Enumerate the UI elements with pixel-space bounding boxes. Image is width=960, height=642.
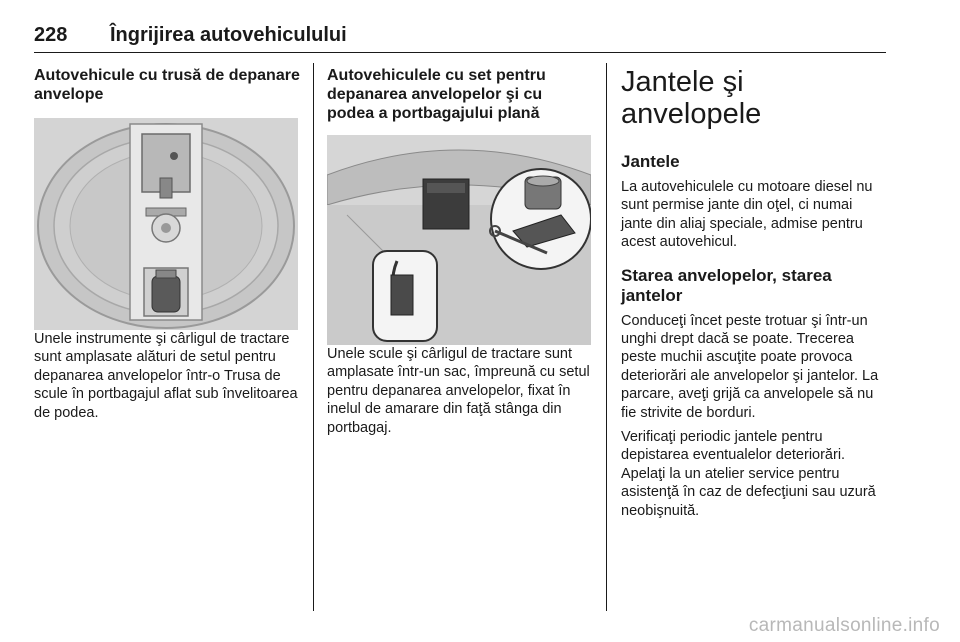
subheading-rims: Jantele — [621, 152, 680, 171]
column-divider-1 — [313, 63, 314, 611]
figure-spare-wheel-well — [34, 118, 298, 330]
column-2 — [327, 66, 593, 437]
paragraph-driving-care: Conduceţi încet peste trotuar şi într-un unghi drept dacă se poate. Trecerea peste muchii ascuţite poate provoca deteriorări ale anvelopelor şi jantelor. La parcare, aveţi grijă ca anvelopele să nu fie strivite de borduri. — [621, 312, 879, 421]
column-3 — [621, 66, 887, 520]
page-number: 228 — [34, 24, 68, 46]
paragraph-rims: La autovehiculele cu motoare diesel nu sunt permise jante din oţel, ci numai jante din aliaj speciale, admise pentru acest autovehicul. — [621, 179, 873, 251]
caption-trunk-bag: Unele scule şi cârligul de tractare sunt amplasate într-un sac, împreună cu setul pentru depanarea anvelopelor, fixat în inelul de amarare din faţă stânga din portbagaj. — [327, 346, 590, 436]
watermark: carmanualsonline.info — [748, 615, 940, 636]
subheading-tyre-condition: Starea anvelopelor, starea jantelor — [621, 265, 832, 305]
heading-toolkit-vehicles: Autovehicule cu trusă de depanare anvelope — [34, 67, 300, 103]
figure-trunk-bag — [327, 135, 591, 345]
paragraph-inspection: Verificaţi periodic jantele pentru depistarea eventualelor deteriorări. Apelaţi la un atelier service pentru asistenţă în caz de defecţiuni sau uzură neobişnuită. — [621, 429, 876, 519]
chapter-title: Jantele şi anvelopele — [621, 66, 762, 130]
column-1 — [34, 66, 300, 422]
heading-flat-floor-vehicles: Autovehiculele cu set pentru depanarea anvelopelor şi cu podea a portbagajului plană — [327, 67, 546, 122]
header-rule — [34, 52, 886, 53]
caption-toolkit: Unele instrumente şi cârligul de tractare sunt amplasate alături de setul pentru depanarea anvelopelor într-o Trusa de scule în portbagajul aflat sub învelitoarea de podea. — [34, 331, 298, 421]
page-header — [34, 24, 886, 52]
section-title: Îngrijirea autovehiculului — [110, 24, 347, 46]
column-divider-2 — [606, 63, 607, 611]
